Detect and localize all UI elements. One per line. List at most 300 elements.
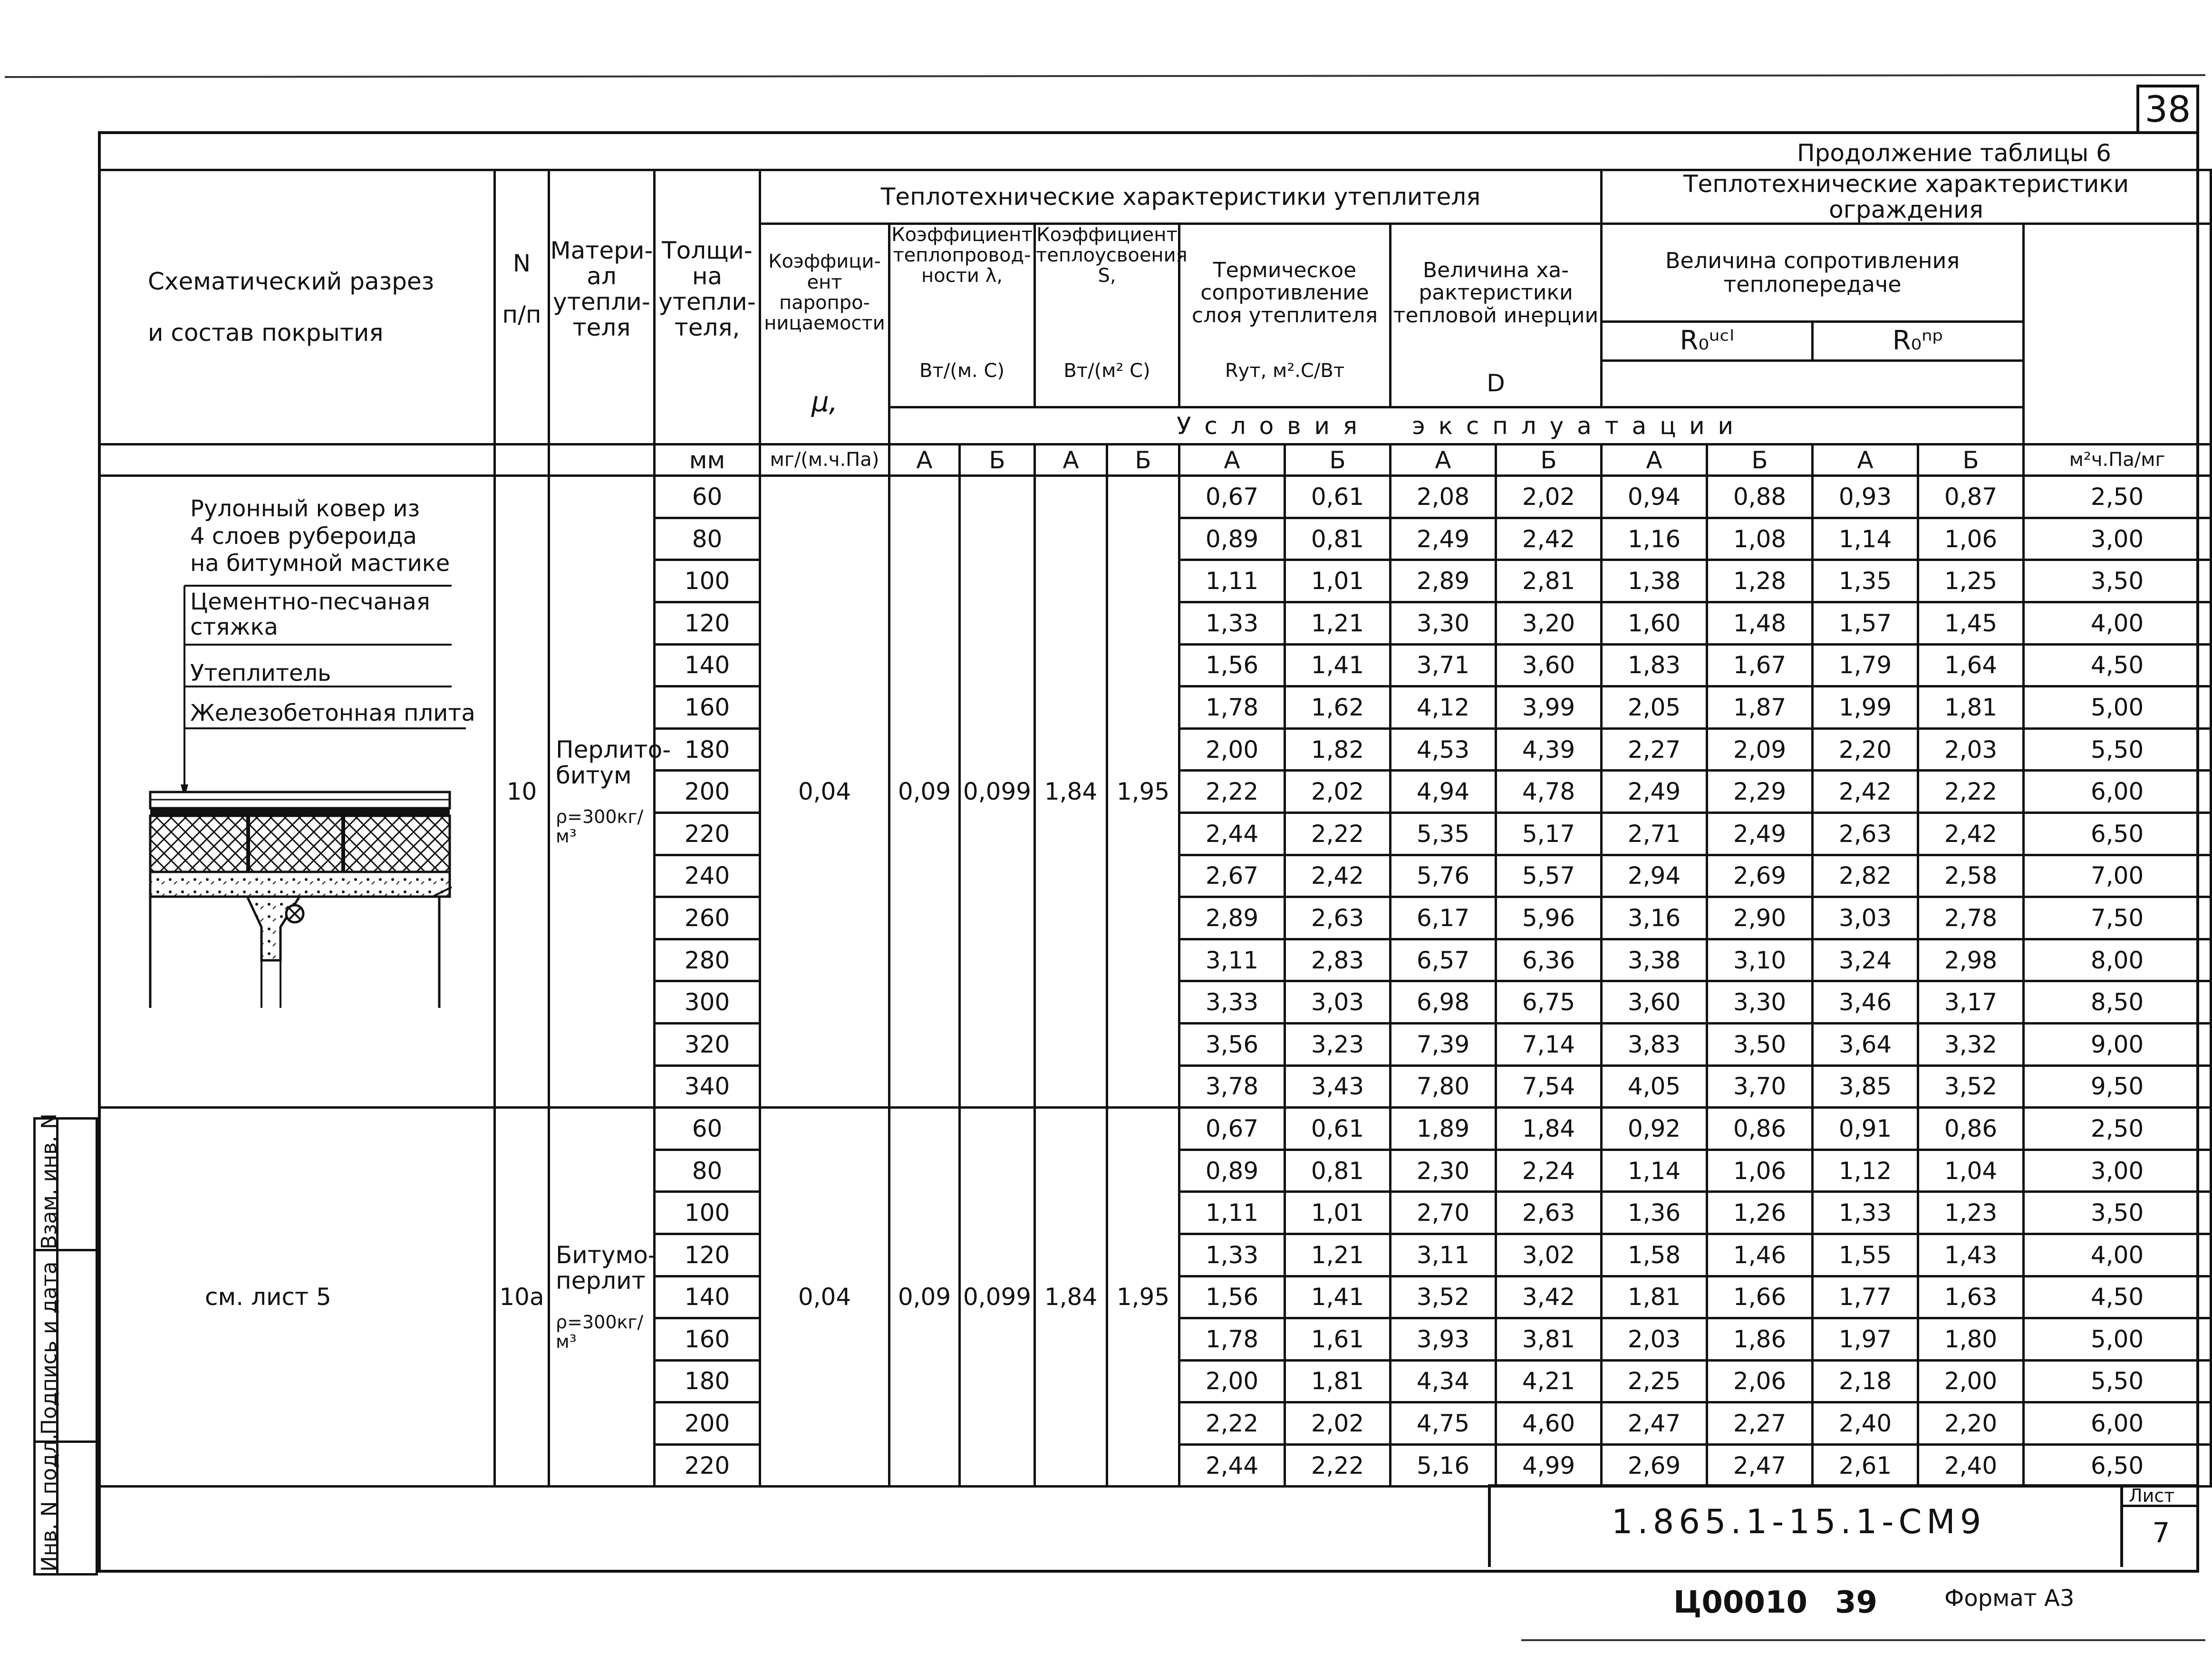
value-cell: 3,42 (1496, 1276, 1602, 1318)
value-cell: 1,38 (1602, 560, 1707, 602)
thickness-cell: 160 (655, 686, 760, 729)
layer-label-screed: Цементно-песчаная стяжка (190, 589, 430, 640)
block2-material-cell (549, 1108, 655, 1487)
thickness-cell: 140 (655, 1276, 760, 1318)
value-cell: 1,04 (1918, 1150, 2024, 1192)
value-cell: 1,58 (1602, 1234, 1707, 1276)
bottom-trim-line (1521, 1635, 2205, 1645)
thickness-cell: 200 (655, 771, 760, 813)
value-cell: 3,60 (1496, 644, 1602, 686)
value-cell: 0,94 (1602, 476, 1707, 518)
value-cell: 2,22 (1179, 771, 1285, 813)
block1-n: 10 (495, 476, 549, 1108)
value-cell: 4,50 (2024, 644, 2211, 686)
header-d: Величина ха- рактеристики тепловой инерции (1391, 224, 1602, 361)
thickness-cell: 120 (655, 602, 760, 645)
value-cell: 1,06 (1707, 1150, 1813, 1192)
value-cell: 1,80 (1918, 1318, 2024, 1361)
value-cell: 2,78 (1918, 897, 2024, 939)
value-cell: 2,18 (1813, 1360, 1918, 1402)
value-cell: 7,50 (2024, 897, 2211, 939)
value-cell: 3,23 (1285, 1023, 1391, 1065)
value-cell: 5,50 (2024, 1360, 2211, 1402)
value-cell: 1,99 (1813, 686, 1918, 729)
thickness-cell: 300 (655, 981, 760, 1024)
value-cell: 5,57 (1496, 855, 1602, 897)
value-cell: 1,64 (1918, 644, 2024, 686)
value-cell: 0,67 (1179, 1108, 1285, 1150)
value-cell: 4,00 (2024, 1234, 2211, 1276)
value-cell: 5,35 (1391, 812, 1496, 855)
value-cell: 2,42 (1285, 855, 1391, 897)
value-cell: 3,52 (1391, 1276, 1496, 1318)
header-r0-pr: R₀ⁿᵖ (1813, 322, 2024, 361)
value-cell: 3,11 (1391, 1234, 1496, 1276)
value-cell: 3,93 (1391, 1318, 1496, 1361)
sheet-number: 7 (2152, 1517, 2170, 1549)
page-number: 38 (2144, 88, 2191, 130)
value-cell: 2,40 (1813, 1402, 1918, 1445)
value-cell: 0,89 (1179, 1150, 1285, 1192)
value-cell: 2,00 (1179, 728, 1285, 771)
value-cell: 4,12 (1391, 686, 1496, 729)
format-label: Формат А3 (1944, 1585, 2075, 1612)
value-cell: 0,92 (1602, 1108, 1707, 1150)
header-n-foot (495, 445, 549, 476)
header-s-unit: Вт/(м² С) (1035, 361, 1179, 407)
value-cell: 1,62 (1285, 686, 1391, 729)
value-cell: 2,44 (1179, 812, 1285, 855)
value-cell: 6,17 (1391, 897, 1496, 939)
thickness-cell: 180 (655, 728, 760, 771)
header-section-foot (99, 445, 495, 476)
value-cell: 1,01 (1285, 1192, 1391, 1234)
value-cell: 3,20 (1496, 602, 1602, 645)
value-cell: 1,61 (1285, 1318, 1391, 1361)
cond-b-s: Б (1107, 445, 1179, 476)
value-cell: 3,00 (2024, 1150, 2211, 1192)
thickness-cell: 60 (655, 1108, 760, 1150)
value-cell: 2,49 (1391, 518, 1496, 560)
value-cell: 1,06 (1918, 518, 2024, 560)
thickness-cell: 140 (655, 644, 760, 686)
value-cell: 1,45 (1918, 602, 2024, 645)
value-cell: 2,30 (1391, 1150, 1496, 1192)
value-cell: 2,42 (1813, 771, 1918, 813)
value-cell: 2,44 (1179, 1444, 1285, 1487)
value-cell: 1,63 (1918, 1276, 2024, 1318)
value-cell: 1,89 (1391, 1108, 1496, 1150)
value-cell: 7,39 (1391, 1023, 1496, 1065)
block1-s-b: 1,95 (1107, 476, 1179, 1108)
header-mu-unit: мг/(м.ч.Па) (760, 445, 889, 476)
value-cell: 6,00 (2024, 771, 2211, 813)
value-cell: 8,50 (2024, 981, 2211, 1024)
value-cell: 1,14 (1602, 1150, 1707, 1192)
header-r: Термическое сопротивление слоя утеплителя (1179, 224, 1391, 361)
value-cell: 1,33 (1813, 1192, 1918, 1234)
value-cell: 1,11 (1179, 1192, 1285, 1234)
block2-lambda-a: 0,09 (889, 1108, 960, 1487)
value-cell: 1,41 (1285, 1276, 1391, 1318)
value-cell: 2,49 (1707, 812, 1813, 855)
value-cell: 6,00 (2024, 1402, 2211, 1445)
value-cell: 7,54 (1496, 1065, 1602, 1108)
value-cell: 6,50 (2024, 1444, 2211, 1487)
block1-density: ρ=300кг/м³ (556, 806, 644, 847)
value-cell: 2,03 (1602, 1318, 1707, 1361)
value-cell: 3,56 (1179, 1023, 1285, 1065)
value-cell: 6,98 (1391, 981, 1496, 1024)
value-cell: 2,81 (1496, 560, 1602, 602)
value-cell: 2,06 (1707, 1360, 1813, 1402)
value-cell: 2,63 (1285, 897, 1391, 939)
header-material-foot (549, 445, 655, 476)
value-cell: 3,60 (1602, 981, 1707, 1024)
block1-s-a: 1,84 (1035, 476, 1107, 1108)
value-cell: 1,56 (1179, 1276, 1285, 1318)
value-cell: 1,08 (1707, 518, 1813, 560)
value-cell: 2,22 (1179, 1402, 1285, 1445)
value-cell: 1,66 (1707, 1276, 1813, 1318)
thickness-cell: 160 (655, 1318, 760, 1361)
value-cell: 1,12 (1813, 1150, 1918, 1192)
value-cell: 3,33 (1179, 981, 1285, 1024)
value-cell: 1,43 (1918, 1234, 2024, 1276)
value-cell: 7,80 (1391, 1065, 1496, 1108)
value-cell: 2,29 (1707, 771, 1813, 813)
value-cell: 1,56 (1179, 644, 1285, 686)
thickness-cell: 340 (655, 1065, 760, 1108)
thickness-cell: 100 (655, 560, 760, 602)
cond-b-lambda: Б (960, 445, 1035, 476)
value-cell: 3,11 (1179, 939, 1285, 981)
value-cell: 3,52 (1918, 1065, 2024, 1108)
value-cell: 9,00 (2024, 1023, 2211, 1065)
cond-a-d: А (1391, 445, 1496, 476)
value-cell: 0,67 (1179, 476, 1285, 518)
value-cell: 2,82 (1813, 855, 1918, 897)
header-group-insulation: Теплотехнические характеристики утеплителя (760, 170, 1602, 224)
header-lambda-unit: Вт/(м. С) (889, 361, 1035, 407)
value-cell: 0,93 (1813, 476, 1918, 518)
value-cell: 1,77 (1813, 1276, 1918, 1318)
value-cell: 1,11 (1179, 560, 1285, 602)
cond-a-s: А (1035, 445, 1107, 476)
value-cell: 2,70 (1391, 1192, 1496, 1234)
value-cell: 1,16 (1602, 518, 1707, 560)
value-cell: 1,81 (1285, 1360, 1391, 1402)
value-cell: 0,81 (1285, 518, 1391, 560)
thickness-cell: 200 (655, 1402, 760, 1445)
value-cell: 2,58 (1918, 855, 2024, 897)
value-cell: 1,57 (1813, 602, 1918, 645)
header-lambda: Коэффициент теплопровод- ности λ, (889, 224, 1035, 361)
value-cell: 1,83 (1602, 644, 1707, 686)
value-cell: 1,33 (1179, 1234, 1285, 1276)
header-r-unit: Rут, м².С/Вт (1179, 361, 1391, 407)
value-cell: 1,60 (1602, 602, 1707, 645)
cond-a-r0-pr: А (1813, 445, 1918, 476)
value-cell: 2,89 (1391, 560, 1496, 602)
thickness-cell: 180 (655, 1360, 760, 1402)
table-caption: Продолжение таблицы 6 (1797, 139, 2111, 167)
value-cell: 3,03 (1813, 897, 1918, 939)
value-cell: 1,26 (1707, 1192, 1813, 1234)
thickness-cell: 320 (655, 1023, 760, 1065)
value-cell: 0,89 (1179, 518, 1285, 560)
block2-n: 10а (495, 1108, 549, 1487)
value-cell: 6,75 (1496, 981, 1602, 1024)
block1-lambda-a: 0,09 (889, 476, 960, 1108)
value-cell: 1,48 (1707, 602, 1813, 645)
header-s: Коэффициент теплоусвоения S, (1035, 224, 1179, 361)
value-cell: 3,02 (1496, 1234, 1602, 1276)
value-cell: 3,32 (1918, 1023, 2024, 1065)
value-cell: 1,25 (1918, 560, 2024, 602)
value-cell: 5,00 (2024, 1318, 2211, 1361)
value-cell: 0,88 (1707, 476, 1813, 518)
value-cell: 3,00 (2024, 518, 2211, 560)
value-cell: 1,01 (1285, 560, 1391, 602)
value-cell: 4,50 (2024, 1276, 2211, 1318)
value-cell: 9,50 (2024, 1065, 2211, 1108)
header-thickness-unit: мм (655, 445, 760, 476)
value-cell: 1,84 (1496, 1108, 1602, 1150)
block2-density: ρ=300кг/м³ (556, 1312, 644, 1353)
value-cell: 4,39 (1496, 728, 1602, 771)
archive-number: Ц00010 (1673, 1585, 1808, 1620)
value-cell: 2,63 (1496, 1192, 1602, 1234)
roof-section-drawing (143, 789, 466, 1013)
doc-code: 1.865.1-15.1-СМ9 (1612, 1502, 1986, 1541)
value-cell: 3,10 (1707, 939, 1813, 981)
value-cell: 2,63 (1813, 812, 1918, 855)
cond-b-d: Б (1496, 445, 1602, 476)
value-cell: 5,00 (2024, 686, 2211, 729)
side-vzam-label: Взам. инв. N (37, 1113, 61, 1249)
value-cell: 5,17 (1496, 812, 1602, 855)
value-cell: 0,87 (1918, 476, 2024, 518)
value-cell: 1,35 (1813, 560, 1918, 602)
thickness-cell: 80 (655, 518, 760, 560)
value-cell: 2,25 (1602, 1360, 1707, 1402)
value-cell: 1,23 (1918, 1192, 2024, 1234)
header-n-cont (495, 407, 549, 445)
value-cell: 3,78 (1179, 1065, 1285, 1108)
header-vapour-unit: м²ч.Па/мг (2024, 445, 2211, 476)
value-cell: 2,27 (1707, 1402, 1813, 1445)
value-cell: 1,55 (1813, 1234, 1918, 1276)
block2-mu: 0,04 (760, 1108, 889, 1487)
value-cell: 2,98 (1918, 939, 2024, 981)
value-cell: 3,71 (1391, 644, 1496, 686)
cond-b-r0-req: Б (1707, 445, 1813, 476)
value-cell: 1,36 (1602, 1192, 1707, 1234)
cond-b-r0-pr: Б (1918, 445, 2024, 476)
value-cell: 1,79 (1813, 644, 1918, 686)
value-cell: 3,99 (1496, 686, 1602, 729)
value-cell: 2,69 (1707, 855, 1813, 897)
value-cell: 2,90 (1707, 897, 1813, 939)
value-cell: 2,03 (1918, 728, 2024, 771)
side-inv-label: Инв. N подл. (37, 1433, 61, 1572)
layer-leader-lines (176, 551, 471, 799)
header-material-cont (549, 407, 655, 445)
value-cell: 2,20 (1918, 1402, 2024, 1445)
value-cell: 1,81 (1602, 1276, 1707, 1318)
thickness-cell: 60 (655, 476, 760, 518)
header-r0-req: R₀ᵘᶜˡ (1602, 322, 1813, 361)
value-cell: 0,91 (1813, 1108, 1918, 1150)
value-cell: 2,22 (1285, 812, 1391, 855)
value-cell: 0,86 (1918, 1108, 2024, 1150)
top-trim-line (0, 71, 2205, 90)
value-cell: 4,78 (1496, 771, 1602, 813)
value-cell: 2,24 (1496, 1150, 1602, 1192)
value-cell: 1,21 (1285, 1234, 1391, 1276)
value-cell: 3,50 (1707, 1023, 1813, 1065)
value-cell: 2,69 (1602, 1444, 1707, 1487)
cond-a-r: А (1179, 445, 1285, 476)
value-cell: 3,30 (1391, 602, 1496, 645)
value-cell: 0,61 (1285, 476, 1391, 518)
value-cell: 4,94 (1391, 771, 1496, 813)
value-cell: 2,50 (2024, 476, 2211, 518)
value-cell: 2,22 (1918, 771, 2024, 813)
value-cell: 3,85 (1813, 1065, 1918, 1108)
header-n: N п/п (495, 170, 549, 407)
value-cell: 4,21 (1496, 1360, 1602, 1402)
value-cell: 1,46 (1707, 1234, 1813, 1276)
value-cell: 2,49 (1602, 771, 1707, 813)
value-cell: 2,22 (1285, 1444, 1391, 1487)
value-cell: 5,96 (1496, 897, 1602, 939)
value-cell: 1,87 (1707, 686, 1813, 729)
block2-s-b: 1,95 (1107, 1108, 1179, 1487)
header-material: Матери- ал утепли- теля (549, 170, 655, 407)
value-cell: 2,00 (1918, 1360, 2024, 1402)
cond-a-lambda: А (889, 445, 960, 476)
value-cell: 4,99 (1496, 1444, 1602, 1487)
value-cell: 2,27 (1602, 728, 1707, 771)
value-cell: 2,08 (1391, 476, 1496, 518)
value-cell: 5,50 (2024, 728, 2211, 771)
value-cell: 1,78 (1179, 686, 1285, 729)
header-section: Схематический разрез и состав покрытия (99, 170, 495, 445)
thickness-cell: 120 (655, 1234, 760, 1276)
block1-material-cell (549, 476, 671, 1108)
value-cell: 3,24 (1813, 939, 1918, 981)
header-group-enclosure: Теплотехнические характеристики ограждения (1602, 170, 2211, 224)
value-cell: 3,30 (1707, 981, 1813, 1024)
value-cell: 6,50 (2024, 812, 2211, 855)
value-cell: 3,64 (1813, 1023, 1918, 1065)
side-signature-label: Подпись и дата (37, 1261, 61, 1435)
header-resistance: Величина сопротивления теплопередаче (1602, 224, 2024, 322)
layer-label-insulation: Утеплитель (190, 660, 331, 686)
cond-b-r: Б (1285, 445, 1391, 476)
value-cell: 2,02 (1285, 1402, 1391, 1445)
header-mu-symbol: μ, (760, 361, 889, 445)
thickness-cell: 100 (655, 1192, 760, 1234)
value-cell: 3,17 (1918, 981, 2024, 1024)
value-cell: 3,43 (1285, 1065, 1391, 1108)
thickness-cell: 240 (655, 855, 760, 897)
value-cell: 0,81 (1285, 1150, 1391, 1192)
value-cell: 6,36 (1496, 939, 1602, 981)
header-d-symbol: D (1391, 361, 1602, 407)
value-cell: 4,75 (1391, 1402, 1496, 1445)
value-cell: 0,61 (1285, 1108, 1391, 1150)
value-cell: 2,02 (1496, 476, 1602, 518)
value-cell: 2,71 (1602, 812, 1707, 855)
value-cell: 1,67 (1707, 644, 1813, 686)
value-cell: 2,47 (1602, 1402, 1707, 1445)
value-cell: 3,50 (2024, 1192, 2211, 1234)
value-cell: 0,86 (1707, 1108, 1813, 1150)
value-cell: 4,00 (2024, 602, 2211, 645)
header-blank (1602, 361, 2024, 407)
value-cell: 6,57 (1391, 939, 1496, 981)
value-cell: 2,83 (1285, 939, 1391, 981)
layer-label-slab: Железобетонная плита (190, 700, 475, 726)
thickness-cell: 280 (655, 939, 760, 981)
block1-material: Перлито- битум (556, 736, 671, 790)
page-stamp: 39 (1835, 1585, 1878, 1620)
value-cell: 7,14 (1496, 1023, 1602, 1065)
value-cell: 1,28 (1707, 560, 1813, 602)
value-cell: 1,33 (1179, 602, 1285, 645)
value-cell: 3,46 (1813, 981, 1918, 1024)
thickness-cell: 260 (655, 897, 760, 939)
value-cell: 2,00 (1179, 1360, 1285, 1402)
value-cell: 7,00 (2024, 855, 2211, 897)
header-thickness: Толщи- на утепли- теля, (655, 170, 760, 407)
sheet-label: Лист (2129, 1485, 2175, 1506)
block1-mu: 0,04 (760, 476, 889, 1108)
cond-a-r0-req: А (1602, 445, 1707, 476)
value-cell: 2,42 (1496, 518, 1602, 560)
value-cell: 1,81 (1918, 686, 2024, 729)
value-cell: 2,42 (1918, 812, 2024, 855)
block2-s-a: 1,84 (1035, 1108, 1107, 1487)
header-vapour-cont (2024, 407, 2211, 445)
value-cell: 4,60 (1496, 1402, 1602, 1445)
value-cell: 2,94 (1602, 855, 1707, 897)
value-cell: 2,50 (2024, 1108, 2211, 1150)
value-cell: 3,50 (2024, 560, 2211, 602)
value-cell: 2,05 (1602, 686, 1707, 729)
value-cell: 1,78 (1179, 1318, 1285, 1361)
value-cell: 2,67 (1179, 855, 1285, 897)
block2-material: Битумо- перлит (556, 1241, 657, 1295)
value-cell: 3,70 (1707, 1065, 1813, 1108)
header-mu: Коэффици- ент паропро- ницаемости (760, 224, 889, 361)
value-cell: 3,38 (1602, 939, 1707, 981)
thickness-cell: 80 (655, 1150, 760, 1192)
thickness-cell: 220 (655, 812, 760, 855)
block2-section-cell: см. лист 5 (99, 1108, 495, 1487)
table-row (99, 1108, 2211, 1150)
header-thickness-cont (655, 407, 760, 445)
value-cell: 1,14 (1813, 518, 1918, 560)
layer-label-roofing: Рулонный ковер из 4 слоев рубероида на битумной мастике (190, 495, 450, 577)
value-cell: 4,05 (1602, 1065, 1707, 1108)
block2-lambda-b: 0,099 (960, 1108, 1035, 1487)
value-cell: 1,21 (1285, 602, 1391, 645)
value-cell: 3,16 (1602, 897, 1707, 939)
